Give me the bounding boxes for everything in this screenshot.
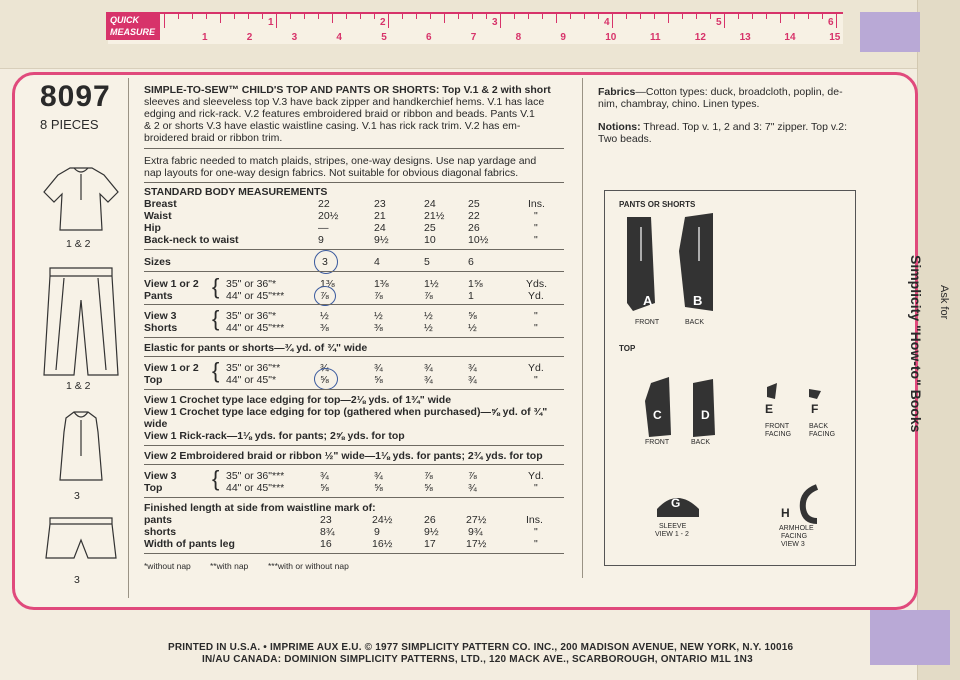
finished-value: 27½ <box>466 514 487 526</box>
ruler-cm-label: 15 <box>829 32 841 43</box>
yardage-value: ⅝ <box>374 482 383 494</box>
yardage-view-label: View 1 or 2 <box>144 362 199 374</box>
yardage-unit: Yd. <box>528 470 544 482</box>
yardage-value: ⅞ <box>320 290 329 302</box>
measure-unit: Ins. <box>528 198 545 210</box>
measure-value: 10 <box>424 234 436 246</box>
ruler-tick <box>472 14 473 19</box>
measure-label: Waist <box>144 210 172 222</box>
footer-line-2: IN/AU CANADA: DOMINION SIMPLICITY PATTERNS, LTD., 120 MACK AVE., SCARBOROUGH, ONTARIO M1L 1N3 <box>202 654 753 665</box>
ruler-tick <box>542 14 543 19</box>
measure-value: 24 <box>374 222 386 234</box>
figure-label-2: 1 & 2 <box>66 380 91 392</box>
brace: { <box>212 274 220 299</box>
extra-fabric-line-1: Extra fabric needed to match plaids, stripes, one-way designs. Use nap yardage and <box>144 155 537 167</box>
ruler-tick <box>528 14 529 19</box>
piece-b-letter: B <box>693 293 703 308</box>
ruler-cm-label: 4 <box>336 32 342 43</box>
ruler-tick <box>486 14 487 19</box>
ruler-tick <box>822 14 823 19</box>
piece-d-label: BACK <box>691 439 711 446</box>
brace: { <box>212 358 220 383</box>
yardage-value: ⅞ <box>424 470 433 482</box>
ruler-label-line2: MEASURE <box>110 27 156 37</box>
crochet-note-2: View 1 Crochet type lace edging for top (gathered when purchased)—⅝ yd. of ¾" <box>144 406 548 418</box>
piece-d-letter: D <box>701 408 710 422</box>
fabric-width: 44" or 45"*** <box>226 322 285 334</box>
yardage-value: ¾ <box>320 362 329 374</box>
piece-h-label: VIEW 3 <box>781 541 805 548</box>
piece-h-label: FACING <box>781 533 808 540</box>
right-divider <box>582 78 583 578</box>
ruler-tick <box>780 14 781 23</box>
figure-label-3: 3 <box>74 490 80 502</box>
ruler-inch-label: 2 <box>380 17 386 28</box>
ruler-tick <box>654 14 655 19</box>
finished-value: 26 <box>424 514 436 526</box>
divider <box>144 464 564 465</box>
figure-label-4: 3 <box>74 574 80 586</box>
ruler-tick <box>290 14 291 19</box>
finished-unit: Ins. <box>526 514 543 526</box>
ruler-tick <box>696 14 697 19</box>
measure-value: 21 <box>374 210 386 222</box>
ruler-inch-label: 1 <box>268 17 274 28</box>
pattern-number: 8097 <box>40 80 111 113</box>
yardage-value: ⅞ <box>424 290 433 302</box>
divider <box>144 249 564 250</box>
rickrack-note: View 1 Rick-rack—1⅛ yds. for pants; 2⅝ yds. for top <box>144 430 405 442</box>
ruler-tick <box>234 14 235 19</box>
ruler-tick <box>682 14 683 19</box>
ruler-tick <box>458 14 459 19</box>
ruler-inch-label: 6 <box>828 17 834 28</box>
finished-value: 16 <box>320 538 332 550</box>
ruler-cm-label: 8 <box>515 32 522 43</box>
divider <box>144 553 564 554</box>
fabric-width: 35" or 36"* <box>226 310 277 322</box>
yardage-value: 1 <box>468 290 474 302</box>
notions-text: Thread. Top v. 1, 2 and 3: 7" zipper. Top v.2: <box>640 121 848 133</box>
footnote: ***with or without nap <box>268 561 349 571</box>
top-section-title: TOP <box>619 344 636 353</box>
divider <box>144 304 564 305</box>
footer-line-1: PRINTED IN U.S.A. • IMPRIME AUX E.U. © 1977 SIMPLICITY PATTERN CO. INC., 200 MADISON AVENUE, NEW YORK, N.Y. 10016 <box>168 642 794 653</box>
ruler-tick <box>360 14 361 19</box>
yardage-garment-label: Top <box>144 374 163 386</box>
yardage-value: 1⅝ <box>468 278 483 290</box>
measure-label: Breast <box>144 198 177 210</box>
ruler-tick <box>668 14 669 23</box>
ruler-cm-label: 10 <box>605 32 617 43</box>
measure-label: Hip <box>144 222 161 234</box>
notions-line-1 <box>598 121 847 133</box>
ruler-tick <box>388 14 389 28</box>
yardage-unit: Yd. <box>528 362 544 374</box>
yardage-value: ⅝ <box>320 374 329 386</box>
yardage-value: ⅜ <box>320 322 329 334</box>
description-line-2: sleeves and sleeveless top V.3 have back zipper and handkerchief hems. V.1 has lace <box>144 96 545 108</box>
ruler-label <box>106 12 160 40</box>
ruler-tick <box>402 14 403 19</box>
yardage-value: ¾ <box>424 362 433 374</box>
ruler-tick <box>276 14 277 28</box>
piece-g-label: SLEEVE <box>659 523 687 530</box>
pants-section-title: PANTS OR SHORTS <box>619 200 696 209</box>
piece-a-letter: A <box>643 293 653 308</box>
piece-g-label: VIEW 1 - 2 <box>655 531 689 538</box>
ruler-cm-label: 11 <box>650 32 661 43</box>
ruler-tick <box>318 14 319 19</box>
braid-note: View 2 Embroidered braid or ribbon ½" wide—1⅛ yds. for pants; 2¾ yds. for top <box>144 450 543 462</box>
sleeveless-top-sketch <box>60 412 102 480</box>
measure-value: 25 <box>468 198 480 210</box>
measure-unit: " <box>534 222 538 234</box>
measure-value: 22 <box>318 198 330 210</box>
divider <box>144 356 564 357</box>
notions-line-2: Two beads. <box>598 133 652 145</box>
yardage-value: ½ <box>468 322 477 334</box>
ruler-tick <box>164 14 165 28</box>
yardage-value: ¾ <box>374 470 383 482</box>
ruler-tick <box>556 14 557 23</box>
pen-circle-top <box>314 368 338 390</box>
piece-c-shape <box>645 377 671 437</box>
piece-h-shape <box>803 487 817 521</box>
ruler-cm-label: 5 <box>381 32 387 43</box>
size-value: 5 <box>424 256 430 268</box>
yardage-garment-label: Shorts <box>144 322 178 334</box>
ruler-cm-label: 1 <box>202 32 208 43</box>
measure-value: 22 <box>468 210 480 222</box>
measure-unit: " <box>534 210 538 222</box>
ruler-tick <box>430 14 431 19</box>
yardage-value: ⅝ <box>468 310 477 322</box>
finished-unit: " <box>534 526 538 538</box>
fabrics-label: Fabrics <box>598 86 636 98</box>
pattern-piece-shapes <box>605 191 855 565</box>
description-line-1: SIMPLE-TO-SEW™ CHILD'S TOP AND PANTS OR SHORTS: Top V.1 & 2 with short <box>144 84 551 96</box>
fabrics-line-1 <box>598 86 843 98</box>
top-short-sleeve-sketch <box>44 168 118 230</box>
measure-value: 24 <box>424 198 436 210</box>
divider <box>144 182 564 183</box>
footnote: *without nap <box>144 561 191 571</box>
ruler-cm-label: 12 <box>694 32 706 43</box>
ruler-tick <box>220 14 221 23</box>
size-value: 3 <box>322 256 328 268</box>
figure-label-1: 1 & 2 <box>66 238 91 250</box>
finished-value: 23 <box>320 514 332 526</box>
yardage-view-label: View 1 or 2 <box>144 278 199 290</box>
ruler-tick <box>248 14 249 19</box>
yardage-unit: Yd. <box>528 290 544 302</box>
measure-value: 23 <box>374 198 386 210</box>
finished-value: 9¾ <box>468 526 483 538</box>
fabric-width: 35" or 36"* <box>226 278 277 290</box>
ruler-tick <box>374 14 375 19</box>
measure-value: 9½ <box>374 234 389 246</box>
ruler-cm-label: 14 <box>784 32 796 43</box>
yardage-value: ½ <box>424 310 433 322</box>
yardage-value: ½ <box>424 322 433 334</box>
fabric-width: 35" or 36"*** <box>226 470 285 482</box>
finished-value: 17½ <box>466 538 487 550</box>
ruler-tick <box>304 14 305 19</box>
yardage-value: ¾ <box>468 374 477 386</box>
divider <box>144 337 564 338</box>
yardage-value: ⅝ <box>424 482 433 494</box>
ruler-tick <box>346 14 347 19</box>
finished-title: Finished length at side from waistline mark of: <box>144 502 376 514</box>
yardage-view-label: View 3 <box>144 310 177 322</box>
yardage-view-label: View 3 <box>144 470 177 482</box>
ruler-tick <box>626 14 627 19</box>
ruler-cm-label: 9 <box>560 32 566 43</box>
yardage-value: ⅝ <box>374 374 383 386</box>
quick-measure-ruler <box>108 12 843 44</box>
yardage-unit: " <box>534 322 538 334</box>
measure-label: Back-neck to waist <box>144 234 239 246</box>
finished-value: 24½ <box>372 514 393 526</box>
fabric-width: 35" or 36"** <box>226 362 281 374</box>
finished-value: 16½ <box>372 538 393 550</box>
extra-fabric-line-2: nap layouts for one-way design fabrics. Not suitable for obvious diagonal fabrics. <box>144 167 519 179</box>
measure-value: 21½ <box>424 210 445 222</box>
yardage-value: 1½ <box>424 278 439 290</box>
ruler-inch-label: 3 <box>492 17 498 28</box>
yardage-value: ¾ <box>374 362 383 374</box>
ruler-tick <box>794 14 795 19</box>
finished-value: 9½ <box>424 526 439 538</box>
yardage-garment-label: Top <box>144 482 163 494</box>
ruler-tick <box>836 14 837 28</box>
sizes-label: Sizes <box>144 256 171 268</box>
piece-e-label: FRONT <box>765 423 790 430</box>
description-line-4: & 2 or shorts V.3 have elastic waistline casing. V.1 has rick rack trim. V.2 has em- <box>144 120 521 132</box>
piece-e-label: FACING <box>765 431 792 438</box>
measure-value: — <box>318 222 329 234</box>
divider <box>144 148 564 149</box>
measurements-title: STANDARD BODY MEASUREMENTS <box>144 186 328 198</box>
purple-tab-top <box>860 12 920 52</box>
size-value: 6 <box>468 256 474 268</box>
ruler-cm-label: 6 <box>426 32 432 43</box>
measure-value: 25 <box>424 222 436 234</box>
footnote: **with nap <box>210 561 249 571</box>
measure-value: 9 <box>318 234 324 246</box>
ruler-tick <box>570 14 571 19</box>
measure-value: 20½ <box>318 210 339 222</box>
piece-c-letter: C <box>653 408 662 422</box>
ruler-tick <box>416 14 417 19</box>
fabric-width: 44" or 45"*** <box>226 482 285 494</box>
pattern-pieces-diagram <box>604 190 856 566</box>
brace: { <box>212 466 220 491</box>
ruler-cm-label: 3 <box>291 32 298 43</box>
ruler-cm-label: 7 <box>470 32 477 43</box>
measure-unit: " <box>534 234 538 246</box>
fabric-width: 44" or 45"*** <box>226 290 285 302</box>
yardage-value: ½ <box>374 310 383 322</box>
divider <box>144 271 564 272</box>
ruler-tick <box>206 14 207 19</box>
ruler-tick <box>192 14 193 19</box>
ruler-tick <box>710 14 711 19</box>
yardage-value: ¾ <box>468 482 477 494</box>
measure-value: 26 <box>468 222 480 234</box>
yardage-unit: " <box>534 310 538 322</box>
piece-b-label: BACK <box>685 319 705 326</box>
notions-label: Notions: <box>598 121 641 133</box>
divider <box>144 445 564 446</box>
ruler-tick <box>752 14 753 19</box>
measure-value: 10½ <box>468 234 489 246</box>
ruler-inch-label: 4 <box>604 17 610 28</box>
piece-h-letter: H <box>781 506 790 520</box>
crochet-note-2b: wide <box>144 418 168 430</box>
ruler-tick <box>766 14 767 19</box>
brace: { <box>212 306 220 331</box>
yardage-value: ⅝ <box>320 482 329 494</box>
size-value: 4 <box>374 256 380 268</box>
ruler-cm-label: 13 <box>739 32 751 43</box>
ruler-tick <box>332 14 333 23</box>
piece-g-letter: G <box>671 496 681 510</box>
divider <box>144 497 564 498</box>
ruler-inch-label: 5 <box>716 17 722 28</box>
yardage-value: ½ <box>320 310 329 322</box>
piece-count: 8 PIECES <box>40 117 99 132</box>
yardage-value: ¾ <box>320 470 329 482</box>
piece-a-label: FRONT <box>635 319 660 326</box>
piece-f-shape <box>809 389 821 399</box>
ruler-tick <box>612 14 613 28</box>
fabric-width: 44" or 45"* <box>226 374 277 386</box>
yardage-value: ⅜ <box>374 322 383 334</box>
yardage-unit: " <box>534 374 538 386</box>
ruler-tick <box>808 14 809 19</box>
purple-tab-bottom <box>870 610 950 665</box>
piece-e-shape <box>767 383 777 399</box>
yardage-value: ⅞ <box>374 290 383 302</box>
crochet-note-1: View 1 Crochet type lace edging for top—2⅛ yds. of 1¾" wide <box>144 394 452 406</box>
piece-e-letter: E <box>765 402 774 416</box>
fabrics-text: —Cotton types: duck, broadcloth, poplin, de- <box>635 86 843 98</box>
ruler-cm-label: 2 <box>246 32 253 43</box>
piece-f-label: FACING <box>809 431 836 438</box>
yardage-value: ¾ <box>468 362 477 374</box>
finished-label: pants <box>144 514 173 526</box>
piece-f-letter: F <box>811 402 819 416</box>
finished-label: Width of pants leg <box>144 538 235 550</box>
yardage-unit: Yds. <box>526 278 548 290</box>
pants-sketch <box>44 268 118 375</box>
yardage-value: ¾ <box>424 374 433 386</box>
finished-value: 17 <box>424 538 436 550</box>
ruler-tick <box>178 14 179 19</box>
description-line-3: edging and rick-rack. V.2 features embroidered braid or ribbon and beads. Pants V.1 <box>144 108 535 120</box>
yardage-value: ⅞ <box>468 470 477 482</box>
yardage-value: 1⅜ <box>374 278 389 290</box>
yardage-unit: " <box>534 482 538 494</box>
ruler-tick <box>514 14 515 19</box>
elastic-note: Elastic for pants or shorts—¾ yd. of ¾" wide <box>144 342 368 354</box>
ruler-tick <box>262 14 263 19</box>
divider <box>144 389 564 390</box>
ruler-tick <box>738 14 739 19</box>
howto-books-text: Simplicity "How-to" Books <box>908 255 924 433</box>
ruler-label-line1: QUICK <box>110 15 139 25</box>
left-divider <box>128 78 129 598</box>
ruler-tick <box>724 14 725 28</box>
finished-value: 9 <box>374 526 380 538</box>
ruler-tick <box>584 14 585 19</box>
piece-c-label: FRONT <box>645 439 670 446</box>
shorts-sketch <box>46 518 116 558</box>
description-line-5: broidered braid or ribbon trim. <box>144 132 283 144</box>
finished-unit: " <box>534 538 538 550</box>
piece-h-label: ARMHOLE <box>779 525 814 532</box>
ruler-tick <box>598 14 599 19</box>
finished-label: shorts <box>144 526 177 538</box>
pen-circle-pants <box>314 286 336 306</box>
ask-for-text: Ask for <box>938 285 950 320</box>
ruler-tick <box>500 14 501 28</box>
yardage-value: 1⅜ <box>320 278 335 290</box>
finished-value: 8¾ <box>320 526 335 538</box>
ruler-tick <box>444 14 445 23</box>
fabrics-line-2: nim, chambray, chino. Linen types. <box>598 98 760 110</box>
piece-f-label: BACK <box>809 423 829 430</box>
yardage-garment-label: Pants <box>144 290 173 302</box>
ruler-tick <box>640 14 641 19</box>
